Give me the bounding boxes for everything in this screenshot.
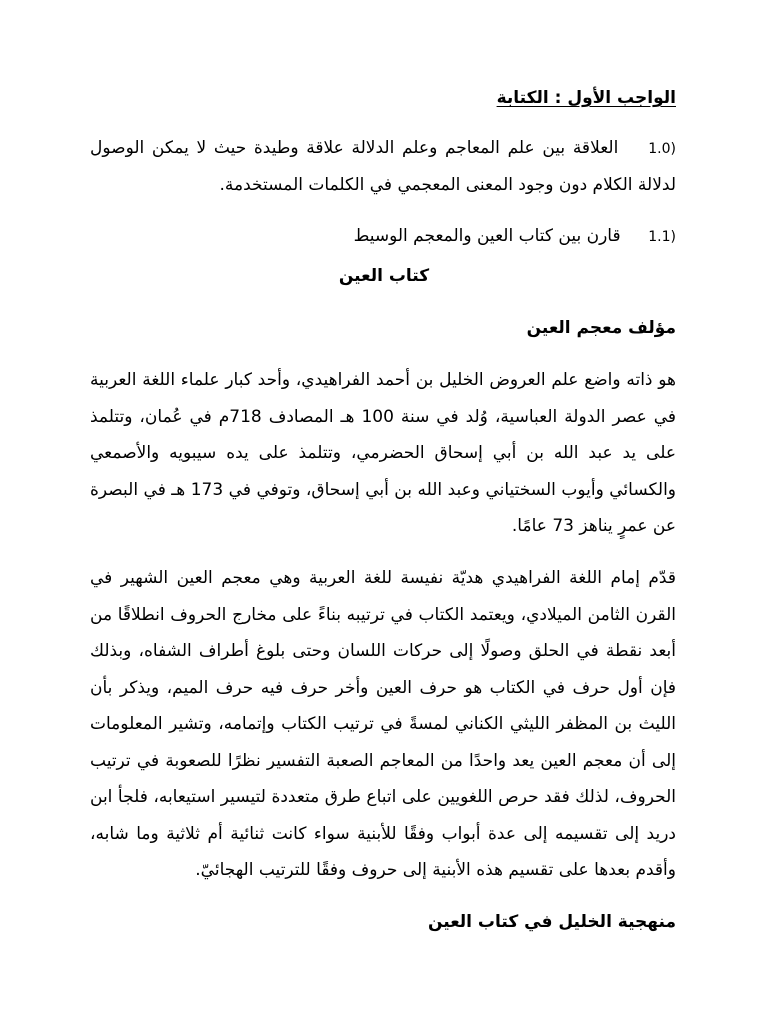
- paragraph-dictionary-description: قدّم إمام اللغة الفراهيدي هديّة نفيسة للغة العربية وهي معجم العين الشهير في القرن الثامن الميلادي، ويعتمد الكتاب في ترتيبه بناءً على مخارج الحروف انطلاقًا من أبعد نقطة في الحلق وصولًا إلى حركات اللسان وحتى بلوغ أطراف الشفاه، وبذلك فإن أول حرف في الكتاب هو حرف العين وأخر حرف فيه حرف الميم، ويذكر بأن الليث بن المظفر الليثي الكناني لمسةً في ترتيب الكتاب وإتمامه، وتشير المعلومات إلى أن معجم العين يعد واحدًا من المعاجم الصعبة التفسير نظرًا للصعوبة في ترتيب الحروف، لذلك فقد حرص اللغويين على اتباع طرق متعددة لتيسير استيعابه، فلجأ ابن دريد إلى تقسيمه إلى عدة أبواب وفقًا للأبنية سواء كانت ثنائية أم ثلاثية وما شابه، وأقدم بعدها على تقسيم هذه الأبنية إلى حروف وفقًا للترتيب الهجائيّ.: [90, 568, 676, 880]
- paragraph-author-bio: هو ذاته واضع علم العروض الخليل بن أحمد الفراهيدي، وأحد كبار علماء اللغة العربية في عصر الدولة العباسية، وُلد في سنة 100 هـ المصادف 718م في عُمان، وتتلمذ على يد عبد الله بن أبي إسحاق الحضرمي، وتتلمذ على يده سيبويه والأصمعي والكسائي وأيوب السختياني وعبد الله بن أبي إسحاق، وتوفي في 173 هـ في البصرة عن عمرٍ يناهز 73 عامًا.: [90, 370, 677, 536]
- section-heading: كتاب العين: [338, 266, 430, 286]
- question-text: العلاقة بين علم المعاجم وعلم الدلالة علاقة وطيدة حيث لا يمكن الوصول لدلالة الكلام دون وجود المعنى المعجمي في الكلمات المستخدمة.: [90, 138, 676, 195]
- assignment-title: الواجب الأول : الكتابة: [496, 88, 676, 108]
- question-item-1-1: [176, 218, 676, 255]
- question-item-1-0: [90, 130, 676, 203]
- question-text: قارن بين كتاب العين والمعجم الوسيط: [353, 226, 621, 246]
- method-heading: منهجية الخليل في كتاب العين: [427, 912, 676, 932]
- author-heading: مؤلف معجم العين: [526, 318, 676, 338]
- question-number: 1.0): [648, 141, 676, 157]
- question-number: 1.1): [648, 229, 676, 245]
